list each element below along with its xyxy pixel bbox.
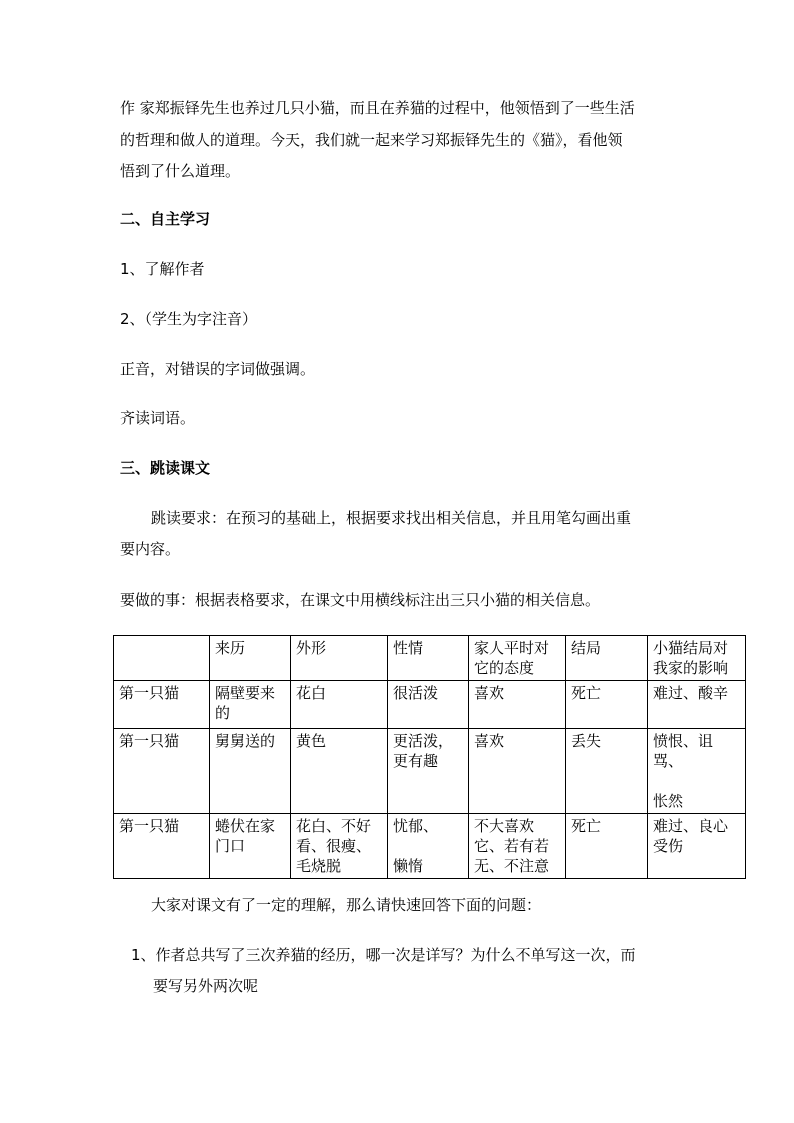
text-line: 齐读词语。 — [120, 409, 196, 427]
text-line: 要内容。 — [120, 540, 181, 558]
cat-info-table — [113, 635, 746, 879]
section-heading-self-study: 二、自主学习 — [120, 210, 211, 228]
task-text: 要做的事：根据表格要求，在课文中用横线标注出三只小猫的相关信息。 — [120, 591, 601, 609]
text-line: 要写另外两次呢 — [153, 977, 259, 995]
summary-text: 大家对课文有了一定的理解，那么请快速回答下面的问题： — [151, 896, 542, 914]
table-cell: 丢失 — [566, 729, 648, 814]
table-cell: 很活泼 — [388, 681, 469, 729]
table-row — [114, 729, 746, 814]
table-cell: 第一只猫 — [114, 681, 210, 729]
text-line: 跳读要求：在预习的基础上，根据要求找出相关信息，并且用笔勾画出重 — [151, 509, 632, 527]
table-row — [114, 814, 746, 879]
table-cell: 死亡 — [566, 681, 648, 729]
table-header-cell: 来历 — [210, 636, 291, 681]
table-header-row — [114, 636, 746, 681]
table-cell: 舅舅送的 — [210, 729, 291, 814]
text-line: 作 家郑振铎先生也养过几只小猫，而且在养猫的过程中，他领悟到了一些生活 — [120, 99, 635, 117]
text-line: 悟到了什么道理。 — [120, 162, 241, 180]
list-item: 2、（学生为字注音） — [120, 310, 258, 328]
table-cell: 难过、酸辛 — [648, 681, 746, 729]
table-cell: 不大喜欢 它、若有若 无、不注意 — [469, 814, 566, 879]
table-header-cell: 小猫结局对 我家的影响 — [648, 636, 746, 681]
table-row — [114, 681, 746, 729]
table-cell: 隔壁要来 的 — [210, 681, 291, 729]
table-header-cell: 外形 — [291, 636, 388, 681]
table-cell: 花白、不好 看、很瘦、 毛烧脱 — [291, 814, 388, 879]
table-cell: 花白 — [291, 681, 388, 729]
table-cell: 第一只猫 — [114, 729, 210, 814]
table-header-cell: 家人平时对 它的态度 — [469, 636, 566, 681]
section-heading-skim-reading: 三、跳读课文 — [120, 459, 211, 477]
table-header-cell: 结局 — [566, 636, 648, 681]
table-cell: 死亡 — [566, 814, 648, 879]
table-cell: 难过、良心 受伤 — [648, 814, 746, 879]
text-line: 的哲理和做人的道理。今天，我们就一起来学习郑振铎先生的《猫》，看他领 — [120, 131, 623, 149]
table-cell: 喜欢 — [469, 729, 566, 814]
table-cell: 第一只猫 — [114, 814, 210, 879]
table-cell: 忧郁、 懒惰 — [388, 814, 469, 879]
text-line: 正音，对错误的字词做强调。 — [120, 360, 316, 378]
list-item: 1、了解作者 — [120, 260, 205, 278]
table-cell: 更活泼， 更有趣 — [388, 729, 469, 814]
text-line: 1、作者总共写了三次养猫的经历，哪一次是详写？为什么不单写这一次，而 — [131, 946, 636, 964]
table-cell: 喜欢 — [469, 681, 566, 729]
table-cell: 蜷伏在家 门口 — [210, 814, 291, 879]
table-cell: 愤恨、诅 骂、 怅然 — [648, 729, 746, 814]
table-header-cell: 性情 — [388, 636, 469, 681]
table-header-cell — [114, 636, 210, 681]
table-cell: 黄色 — [291, 729, 388, 814]
